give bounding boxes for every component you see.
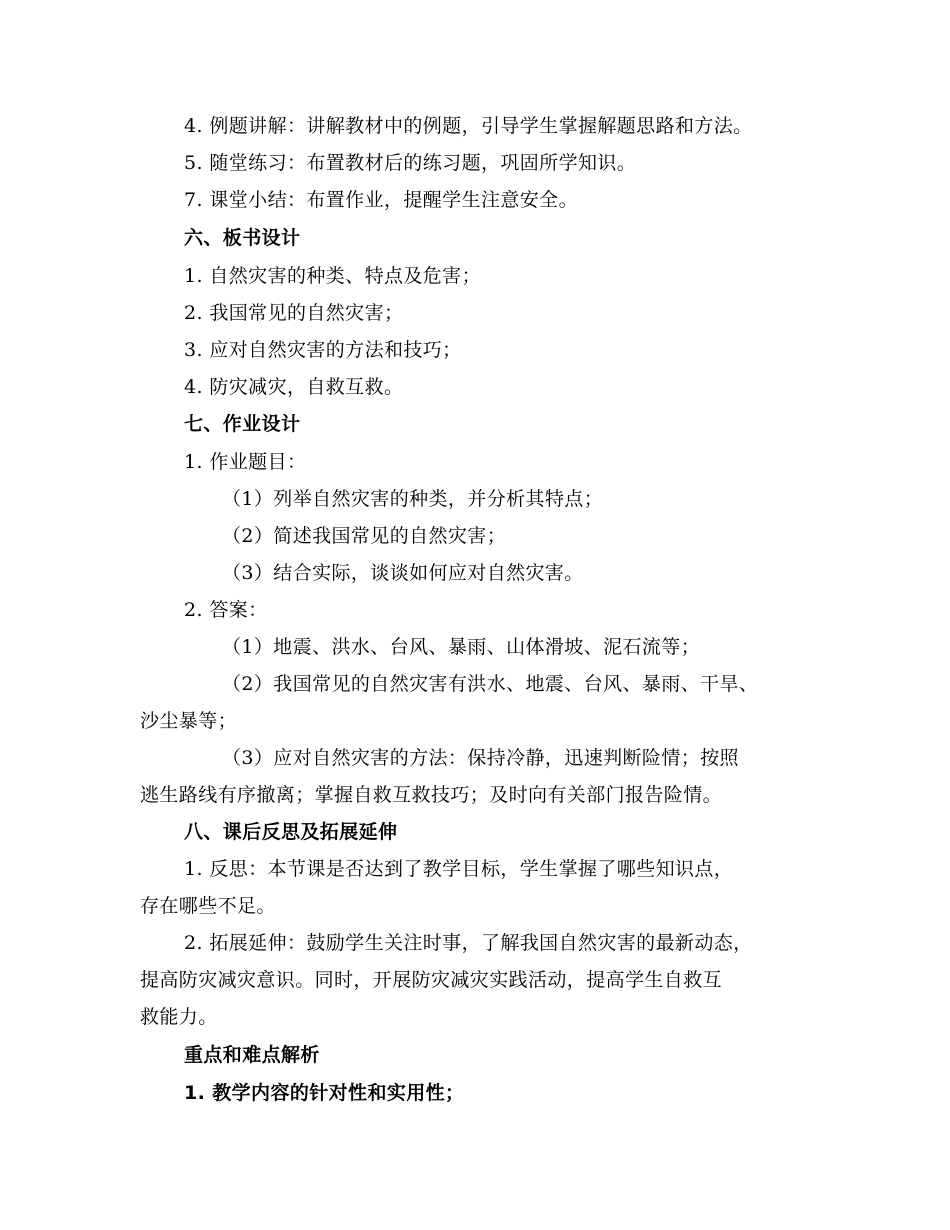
keypoints-title: 重点和难点解析: [184, 1044, 320, 1066]
homework-question: （1）列举自然灾害的种类，并分析其特点；: [222, 488, 604, 510]
extension-line2: 提高防灾减灾意识。同时，开展防灾减灾实践活动，提高学生自救互: [140, 969, 723, 991]
answer-3-line1: （3）应对自然灾害的方法：保持冷静，迅速判断险情；按照: [222, 747, 739, 769]
section-6-item: 2. 我国常见的自然灾害；: [184, 302, 404, 324]
answer-2-line1: （2）我国常见的自然灾害有洪水、地震、台风、暴雨、干旱、: [222, 673, 759, 695]
extension-line1: 2. 拓展延伸：鼓励学生关注时事，了解我国自然灾害的最新动态，: [184, 932, 753, 954]
homework-label: 1. 作业题目：: [184, 451, 307, 473]
keypoints-item-1: 1. 教学内容的针对性和实用性；: [184, 1082, 465, 1104]
reflection-line1: 1. 反思：本节课是否达到了教学目标，学生掌握了哪些知识点，: [184, 858, 734, 880]
homework-question: （2）简述我国常见的自然灾害；: [222, 525, 507, 547]
section-6-item: 4. 防灾减灾，自救互救。: [184, 376, 404, 398]
section-6-title: 六、板书设计: [184, 227, 301, 249]
homework-question: （3）结合实际，谈谈如何应对自然灾害。: [222, 562, 584, 584]
step-5: 5. 随堂练习：布置教材后的练习题，巩固所学知识。: [184, 152, 637, 174]
answer-3-line2: 逃生路线有序撤离；掌握自救互救技巧；及时向有关部门报告险情。: [140, 784, 723, 806]
section-8-title: 八、课后反思及拓展延伸: [184, 821, 398, 843]
reflection-line2: 存在哪些不足。: [140, 895, 276, 917]
extension-line3: 救能力。: [140, 1006, 218, 1028]
section-6-item: 3. 应对自然灾害的方法和技巧；: [184, 339, 462, 361]
answer-2-line2: 沙尘暴等；: [140, 710, 238, 732]
section-7-title: 七、作业设计: [184, 413, 301, 435]
answer-label: 2. 答案：: [184, 599, 268, 621]
step-7: 7. 课堂小结：布置作业，提醒学生注意安全。: [184, 189, 578, 211]
answer-1: （1）地震、洪水、台风、暴雨、山体滑坡、泥石流等；: [222, 636, 701, 658]
step-4: 4. 例题讲解：讲解教材中的例题，引导学生掌握解题思路和方法。: [184, 115, 753, 137]
section-6-item: 1. 自然灾害的种类、特点及危害；: [184, 265, 481, 287]
